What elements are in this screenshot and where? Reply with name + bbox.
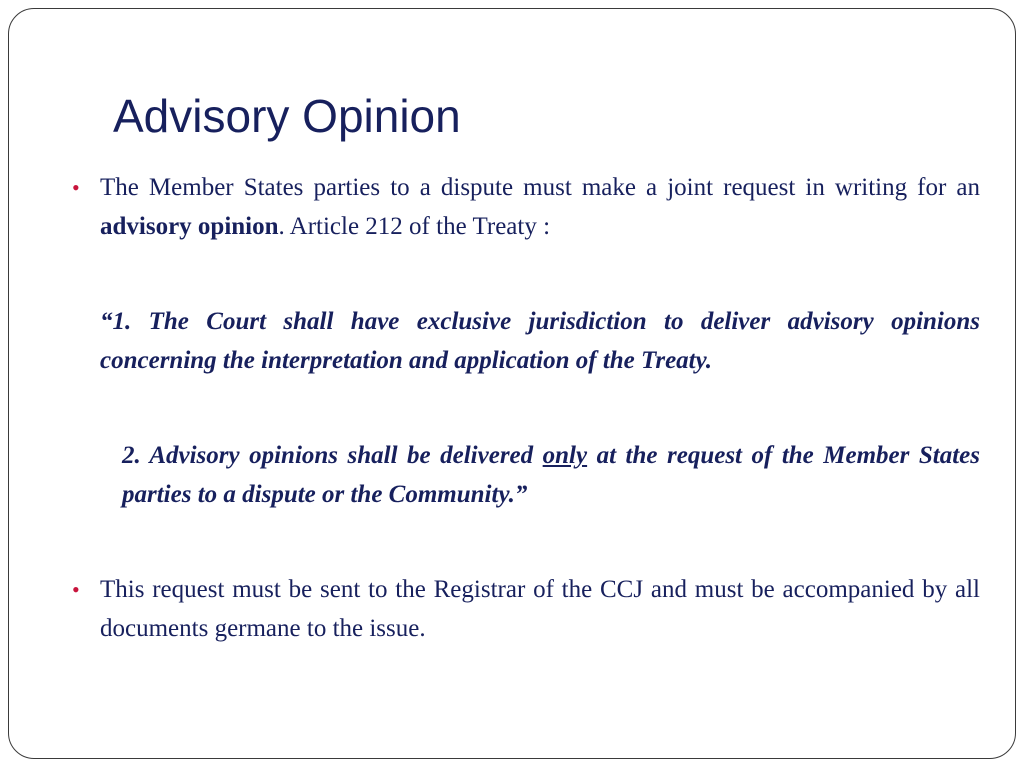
bullet-text-pre: The Member States parties to a dispute must make a joint request in writing for an xyxy=(100,174,980,201)
quote2-text-post: at the request of the Member States parties to a dispute or the Community.” xyxy=(122,442,980,508)
bullet-icon: • xyxy=(72,577,80,602)
quote2-underlined-word: only xyxy=(542,442,588,469)
bullet-icon: • xyxy=(72,175,80,200)
bullet-text-post: . Article 212 of the Treaty : xyxy=(278,213,551,240)
bullet-item-registrar xyxy=(72,570,980,648)
bullet-text-bold: advisory opinion xyxy=(100,213,279,240)
quote2-text-pre: 2. Advisory opinions shall be delivered xyxy=(122,442,543,469)
bullet-item-joint-request xyxy=(72,168,980,246)
slide-content xyxy=(72,168,980,648)
bullet-text: This request must be sent to the Registrar of the CCJ and must be accompanied by all documents germane to the issue. xyxy=(100,576,980,642)
slide-title: Advisory Opinion xyxy=(113,90,461,142)
treaty-quote-paragraph-2 xyxy=(72,436,980,514)
treaty-quote-paragraph-1: “1. The Court shall have exclusive jurisdiction to deliver advisory opinions concerning the interpretation and application of the Treaty. xyxy=(100,308,980,374)
